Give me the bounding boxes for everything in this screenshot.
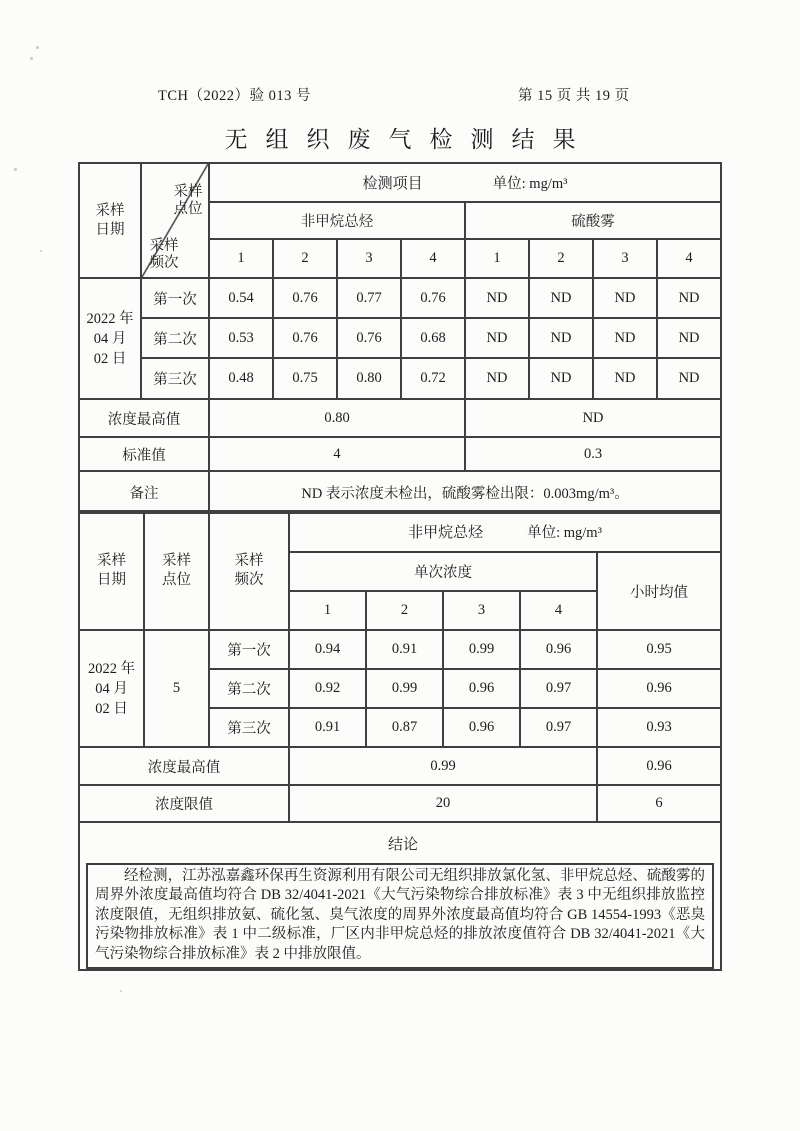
cell-max-nmhc: 0.80 <box>209 399 465 437</box>
header-sampling-date-label: 采样日期 <box>97 552 126 588</box>
page-title: 无组织废气检测结果 <box>224 127 594 152</box>
row-label: 第一次 <box>209 630 289 669</box>
row-label: 第一次 <box>141 278 209 318</box>
cell-value: 0.87 <box>366 708 443 747</box>
header-sulfuric-acid-mist: 硫酸雾 <box>465 202 721 239</box>
freq-col-header: 3 <box>443 591 520 630</box>
row-note-label: 备注 <box>79 471 209 513</box>
scan-speck <box>30 57 33 60</box>
table-unorganized-results <box>78 162 722 514</box>
row-standard-label: 标准值 <box>79 437 209 471</box>
cell-max-value: 0.99 <box>289 747 597 785</box>
freq-col-header: 2 <box>366 591 443 630</box>
date-line: 04 月 <box>93 330 127 347</box>
cell-standard-nmhc: 4 <box>209 437 465 471</box>
cell-hourly-avg: 0.96 <box>597 669 721 708</box>
header-analyte-cell <box>289 511 721 552</box>
cell-value: 0.99 <box>366 669 443 708</box>
table-nmhc-results <box>78 510 722 971</box>
cell-max-sam: ND <box>465 399 721 437</box>
date-line: 02 日 <box>95 700 128 717</box>
cell-value: 0.48 <box>209 358 273 399</box>
conclusion-box <box>86 863 714 969</box>
cell-value: 0.96 <box>443 708 520 747</box>
header-sampling-point-label: 采样点位 <box>173 184 203 217</box>
date-line: 2022 年 <box>86 310 134 327</box>
cell-hourly-avg: 0.95 <box>597 630 721 669</box>
date-line: 04 月 <box>95 680 128 697</box>
cell-value: 0.92 <box>289 669 366 708</box>
cell-value: ND <box>593 358 657 399</box>
unit-label: 单位: mg/m³ <box>527 525 602 541</box>
header-sampling-point-label: 采样点位 <box>162 552 191 588</box>
freq-col-header: 1 <box>289 591 366 630</box>
header-hourly-average: 小时均值 <box>597 552 721 630</box>
cell-sampling-date <box>79 278 141 399</box>
cell-value: ND <box>529 358 593 399</box>
freq-col-header: 4 <box>657 239 721 278</box>
cell-value: 0.53 <box>209 318 273 358</box>
test-items-label: 检测项目 <box>362 176 423 192</box>
cell-value: 0.76 <box>401 278 465 318</box>
cell-standard-sam: 0.3 <box>465 437 721 471</box>
freq-col-header: 1 <box>209 239 273 278</box>
header-sampling-point <box>144 511 209 630</box>
row-max-label: 浓度最高值 <box>79 747 289 785</box>
cell-value: 0.91 <box>289 708 366 747</box>
cell-value: 0.99 <box>443 630 520 669</box>
cell-value: 0.94 <box>289 630 366 669</box>
cell-value: 0.91 <box>366 630 443 669</box>
header-sampling-date <box>79 163 141 278</box>
cell-max-avg: 0.96 <box>597 747 721 785</box>
cell-value: 0.76 <box>337 318 401 358</box>
freq-col-header: 4 <box>401 239 465 278</box>
cell-value: ND <box>593 318 657 358</box>
cell-value: 0.75 <box>273 358 337 399</box>
scan-speck <box>14 168 17 171</box>
freq-col-header: 1 <box>465 239 529 278</box>
conclusion-label: 结论 <box>387 837 418 853</box>
cell-value: 0.96 <box>443 669 520 708</box>
row-label: 第二次 <box>141 318 209 358</box>
scan-speck <box>40 250 42 252</box>
cell-value: 0.54 <box>209 278 273 318</box>
header-sampling-date <box>79 511 144 630</box>
cell-value: 0.80 <box>337 358 401 399</box>
cell-limit-avg: 6 <box>597 785 721 822</box>
cell-value: ND <box>593 278 657 318</box>
header-nmhc: 非甲烷总烃 <box>209 202 465 239</box>
cell-sampling-point: 5 <box>144 630 209 747</box>
date-line: 2022 年 <box>87 660 136 677</box>
cell-limit-value: 20 <box>289 785 597 822</box>
row-label: 第三次 <box>141 358 209 399</box>
freq-col-header: 4 <box>520 591 597 630</box>
freq-col-header: 2 <box>529 239 593 278</box>
header-test-items-cell <box>209 163 721 202</box>
date-line: 02 日 <box>93 350 127 367</box>
scan-speck <box>120 990 122 992</box>
row-max-label: 浓度最高值 <box>79 399 209 437</box>
freq-col-header: 3 <box>337 239 401 278</box>
conclusion-cell <box>79 822 721 970</box>
header-sampling-frequency-label: 采样频次 <box>149 238 179 271</box>
row-label: 第三次 <box>209 708 289 747</box>
cell-value: 0.97 <box>520 708 597 747</box>
header-sampling-date-label: 采样日期 <box>95 202 125 238</box>
cell-value: ND <box>465 278 529 318</box>
cell-value: 0.77 <box>337 278 401 318</box>
row-limit-label: 浓度限值 <box>79 785 289 822</box>
cell-value: ND <box>529 278 593 318</box>
cell-value: ND <box>465 358 529 399</box>
freq-col-header: 2 <box>273 239 337 278</box>
cell-value: 0.72 <box>401 358 465 399</box>
conclusion-text: 经检测，江苏泓嘉鑫环保再生资源利用有限公司无组织排放氯化氢、非甲烷总烃、硫酸雾的周界外浓度最高值均符合 DB 32/4041-2021《大气污染物综合排放标准》表 3 中无组织排放监控浓度限值，无组织排放氨、硫化氢、臭气浓度的周界外浓度最高值均符合 GB 14554-1993《恶臭污染物排放标准》表 1 中二级标准，厂区内非甲烷总烃的排放浓度值符合 DB 32/4041-2021《大气污染物综合排放标准》表 2 中排放限值。 <box>95 868 705 962</box>
cell-sampling-date <box>79 630 144 747</box>
header-sampling-frequency <box>209 511 289 630</box>
header-single-concentration: 单次浓度 <box>289 552 597 591</box>
cell-value: 0.76 <box>273 278 337 318</box>
scan-speck <box>36 46 39 49</box>
cell-note-text: ND 表示浓度未检出，硫酸雾检出限：0.003mg/m³。 <box>209 471 721 513</box>
header-diagonal-cell <box>141 163 209 278</box>
cell-hourly-avg: 0.93 <box>597 708 721 747</box>
cell-value: ND <box>465 318 529 358</box>
cell-value: 0.68 <box>401 318 465 358</box>
cell-value: ND <box>657 278 721 318</box>
cell-value: ND <box>657 358 721 399</box>
cell-value: 0.97 <box>520 669 597 708</box>
cell-value: 0.76 <box>273 318 337 358</box>
doc-number: TCH（2022）验 013 号 <box>158 88 311 104</box>
row-label: 第二次 <box>209 669 289 708</box>
freq-col-header: 3 <box>593 239 657 278</box>
cell-value: ND <box>529 318 593 358</box>
analyte-label: 非甲烷总烃 <box>408 525 484 541</box>
page-indicator: 第 15 页 共 19 页 <box>518 88 630 104</box>
cell-value: ND <box>657 318 721 358</box>
cell-value: 0.96 <box>520 630 597 669</box>
unit-label: 单位: mg/m³ <box>492 176 568 192</box>
header-sampling-frequency-label: 采样频次 <box>234 552 264 588</box>
